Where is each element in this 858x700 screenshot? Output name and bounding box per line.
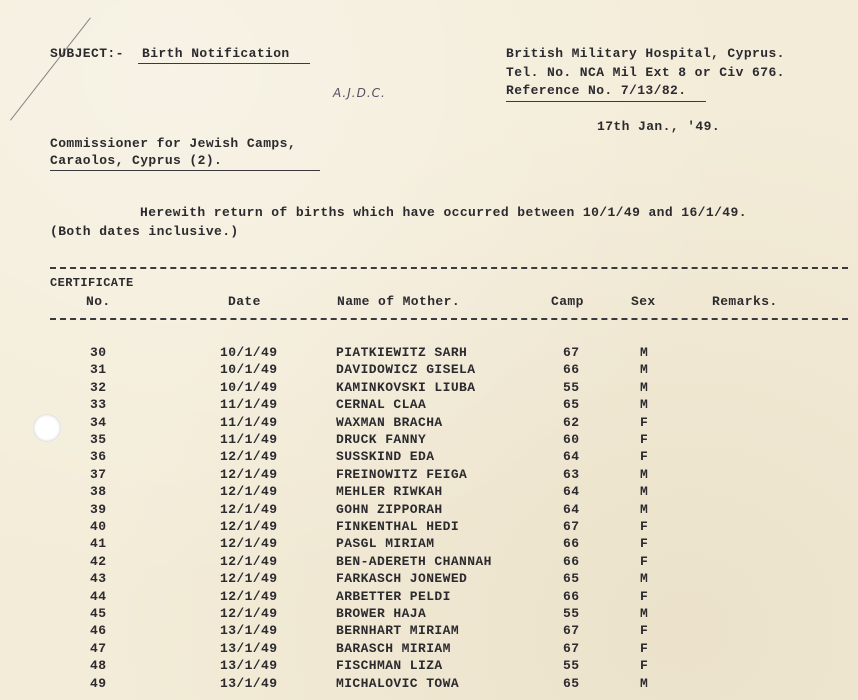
cell-sex: F (640, 536, 649, 551)
subject-label: SUBJECT:- (50, 46, 124, 61)
cell-camp: 67 (563, 641, 580, 656)
hospital-line-1: British Military Hospital, Cyprus. (506, 46, 785, 61)
cell-mother-name: PASGL MIRIAM (336, 536, 435, 551)
cell-camp: 66 (563, 362, 580, 377)
cell-date: 11/1/49 (220, 415, 278, 430)
cell-certificate-no: 33 (90, 397, 107, 412)
body-line-2: (Both dates inclusive.) (50, 224, 239, 239)
header-bottom-rule (50, 318, 848, 320)
cell-camp: 65 (563, 571, 580, 586)
hospital-line-2: Tel. No. NCA Mil Ext 8 or Civ 676. (506, 65, 785, 80)
cell-sex: F (640, 554, 649, 569)
cell-camp: 64 (563, 484, 580, 499)
cell-camp: 60 (563, 432, 580, 447)
cell-mother-name: MEHLER RIWKAH (336, 484, 443, 499)
cell-certificate-no: 40 (90, 519, 107, 534)
cell-date: 12/1/49 (220, 449, 278, 464)
cell-camp: 67 (563, 345, 580, 360)
cell-camp: 65 (563, 397, 580, 412)
punch-hole (33, 414, 61, 442)
cell-camp: 55 (563, 380, 580, 395)
cell-date: 12/1/49 (220, 589, 278, 604)
subject-value: Birth Notification (142, 46, 290, 61)
cell-sex: F (640, 623, 649, 638)
cell-date: 10/1/49 (220, 362, 278, 377)
cell-mother-name: DRUCK FANNY (336, 432, 427, 447)
cell-camp: 66 (563, 589, 580, 604)
cell-camp: 64 (563, 449, 580, 464)
cell-camp: 63 (563, 467, 580, 482)
cell-mother-name: FARKASCH JONEWED (336, 571, 468, 586)
cell-date: 12/1/49 (220, 606, 278, 621)
handwritten-note: A.J.D.C. (333, 86, 386, 100)
cell-sex: M (640, 571, 649, 586)
cell-sex: F (640, 449, 649, 464)
cell-sex: F (640, 432, 649, 447)
pencil-mark (10, 18, 91, 121)
cell-sex: F (640, 589, 649, 604)
cell-sex: F (640, 415, 649, 430)
cell-date: 12/1/49 (220, 536, 278, 551)
cell-sex: M (640, 380, 649, 395)
col-mother: Name of Mother. (337, 294, 461, 309)
hospital-line-3: Reference No. 7/13/82. (506, 83, 687, 98)
cell-sex: M (640, 345, 649, 360)
cell-camp: 65 (563, 676, 580, 691)
cell-sex: M (640, 397, 649, 412)
cell-certificate-no: 35 (90, 432, 107, 447)
col-no: No. (86, 294, 111, 309)
cell-date: 12/1/49 (220, 502, 278, 517)
cell-camp: 67 (563, 623, 580, 638)
cell-mother-name: FISCHMAN LIZA (336, 658, 443, 673)
cell-certificate-no: 37 (90, 467, 107, 482)
reference-underline (506, 101, 706, 102)
cell-certificate-no: 36 (90, 449, 107, 464)
cell-certificate-no: 39 (90, 502, 107, 517)
cell-date: 13/1/49 (220, 623, 278, 638)
cell-certificate-no: 38 (90, 484, 107, 499)
addressee-line-2: Caraolos, Cyprus (2). (50, 153, 223, 168)
addressee-line-1: Commissioner for Jewish Camps, (50, 136, 297, 151)
cell-certificate-no: 31 (90, 362, 107, 377)
cell-camp: 55 (563, 606, 580, 621)
subject-underline (138, 63, 310, 64)
cell-certificate-no: 41 (90, 536, 107, 551)
cell-date: 12/1/49 (220, 519, 278, 534)
cell-certificate-no: 48 (90, 658, 107, 673)
cell-mother-name: BERNHART MIRIAM (336, 623, 460, 638)
cell-mother-name: FREINOWITZ FEIGA (336, 467, 468, 482)
col-date: Date (228, 294, 261, 309)
cell-camp: 66 (563, 554, 580, 569)
cell-date: 12/1/49 (220, 484, 278, 499)
cell-sex: F (640, 658, 649, 673)
cell-mother-name: BARASCH MIRIAM (336, 641, 451, 656)
cell-date: 12/1/49 (220, 554, 278, 569)
cell-certificate-no: 43 (90, 571, 107, 586)
col-remarks: Remarks. (712, 294, 778, 309)
cell-mother-name: WAXMAN BRACHA (336, 415, 443, 430)
addressee-underline (50, 170, 320, 171)
cell-certificate-no: 47 (90, 641, 107, 656)
cell-certificate-no: 44 (90, 589, 107, 604)
cell-sex: M (640, 484, 649, 499)
cell-camp: 64 (563, 502, 580, 517)
cell-mother-name: SUSSKIND EDA (336, 449, 435, 464)
cell-sex: F (640, 641, 649, 656)
cell-mother-name: KAMINKOVSKI LIUBA (336, 380, 476, 395)
col-sex: Sex (631, 294, 656, 309)
cell-sex: M (640, 467, 649, 482)
cell-date: 10/1/49 (220, 345, 278, 360)
col-camp: Camp (551, 294, 584, 309)
cell-date: 10/1/49 (220, 380, 278, 395)
header-top-rule (50, 267, 848, 269)
cell-certificate-no: 45 (90, 606, 107, 621)
body-line-1: Herewith return of births which have occurred between 10/1/49 and 16/1/49. (140, 205, 747, 220)
cell-date: 13/1/49 (220, 641, 278, 656)
cell-mother-name: BROWER HAJA (336, 606, 427, 621)
cell-camp: 62 (563, 415, 580, 430)
cell-mother-name: BEN-ADERETH CHANNAH (336, 554, 492, 569)
letter-date: 17th Jan., '49. (597, 119, 721, 134)
cell-certificate-no: 32 (90, 380, 107, 395)
cell-sex: M (640, 676, 649, 691)
cell-sex: F (640, 519, 649, 534)
col-certificate: CERTIFICATE (50, 276, 134, 290)
cell-date: 11/1/49 (220, 397, 278, 412)
cell-camp: 66 (563, 536, 580, 551)
cell-certificate-no: 30 (90, 345, 107, 360)
cell-certificate-no: 49 (90, 676, 107, 691)
cell-mother-name: GOHN ZIPPORAH (336, 502, 443, 517)
cell-certificate-no: 34 (90, 415, 107, 430)
cell-date: 12/1/49 (220, 571, 278, 586)
cell-sex: M (640, 502, 649, 517)
cell-date: 13/1/49 (220, 658, 278, 673)
cell-certificate-no: 42 (90, 554, 107, 569)
cell-mother-name: PIATKIEWITZ SARH (336, 345, 468, 360)
cell-camp: 55 (563, 658, 580, 673)
cell-sex: M (640, 606, 649, 621)
cell-certificate-no: 46 (90, 623, 107, 638)
cell-date: 13/1/49 (220, 676, 278, 691)
cell-mother-name: FINKENTHAL HEDI (336, 519, 460, 534)
cell-mother-name: MICHALOVIC TOWA (336, 676, 460, 691)
cell-camp: 67 (563, 519, 580, 534)
cell-mother-name: DAVIDOWICZ GISELA (336, 362, 476, 377)
cell-sex: M (640, 362, 649, 377)
cell-date: 11/1/49 (220, 432, 278, 447)
cell-date: 12/1/49 (220, 467, 278, 482)
cell-mother-name: ARBETTER PELDI (336, 589, 451, 604)
cell-mother-name: CERNAL CLAA (336, 397, 427, 412)
